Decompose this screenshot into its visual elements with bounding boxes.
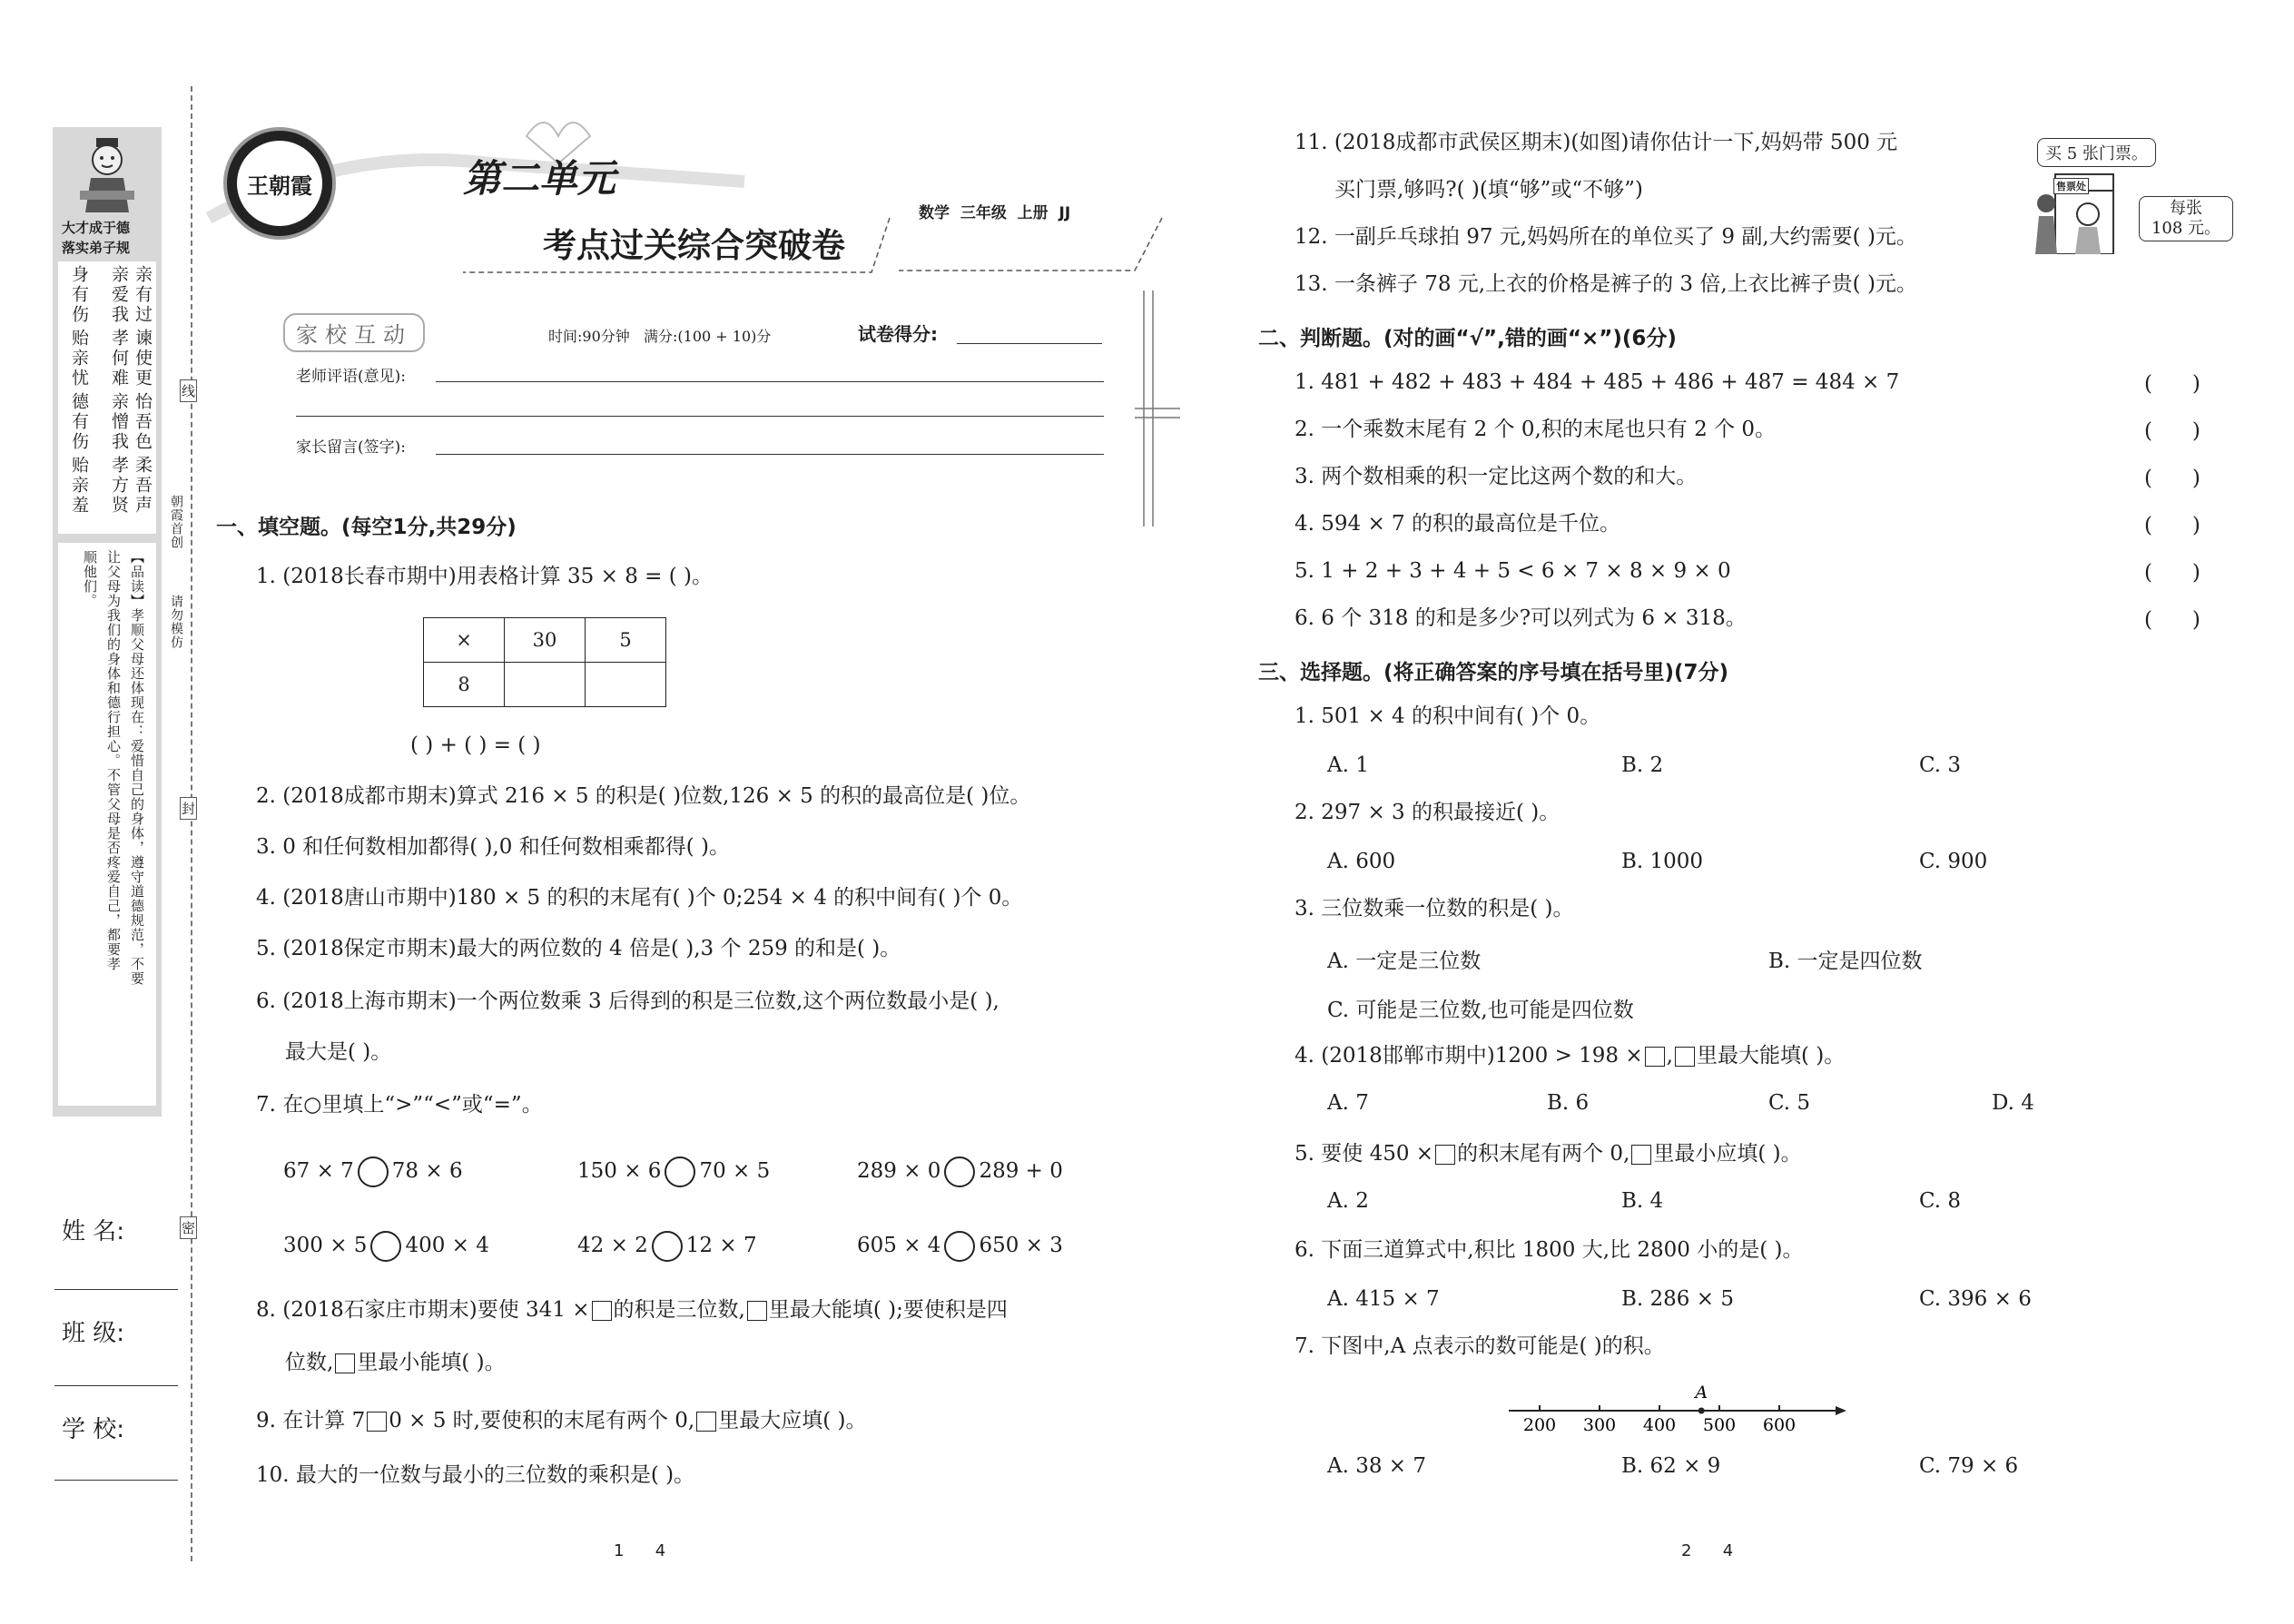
school-label: 学 校: bbox=[62, 1416, 125, 1443]
choice-7: 7. 下图中,A 点表示的数可能是( )的积。 bbox=[1295, 1334, 1665, 1358]
series-tag: 数学 三年级 上册 JJ bbox=[919, 204, 1071, 222]
compare-left: 300 × 5 bbox=[283, 1234, 368, 1257]
choice-1: 1. 501 × 4 的积中间有( )个 0。 bbox=[1295, 704, 1601, 728]
question-5: 5. (2018保定市期末)最大的两位数的 4 倍是( ),3 个 259 的和是( )。 bbox=[256, 937, 901, 960]
judge-5-answer[interactable]: ( ) bbox=[2144, 561, 2200, 585]
class-label: 班 级: bbox=[62, 1320, 125, 1347]
verse-col-5: 亲爱我 bbox=[109, 265, 129, 325]
number-line bbox=[1503, 1380, 1848, 1434]
question-1: 1. (2018长春市期中)用表格计算 35 × 8 = ( )。 bbox=[256, 565, 713, 588]
question-2: 2. (2018成都市期末)算式 216 × 5 的积是( )位数,126 × 5 的积的最高位是( )位。 bbox=[256, 784, 1031, 808]
question-3: 3. 0 和任何数相加都得( ),0 和任何数相乘都得( )。 bbox=[256, 835, 730, 859]
sidebar-panel bbox=[53, 127, 162, 1117]
q9-post: 里最大应填( )。 bbox=[718, 1409, 867, 1432]
cut-mark-xian: 线 bbox=[180, 379, 197, 402]
speech-bubble-mom: 买 5 张门票。 bbox=[2037, 138, 2156, 167]
brand-logo bbox=[223, 127, 336, 240]
class-underline[interactable] bbox=[54, 1385, 178, 1386]
motto-line1: 大才成于德 bbox=[62, 220, 131, 236]
choice-3-a[interactable]: A. 一定是三位数 bbox=[1327, 950, 1482, 973]
paper-subtitle: 考点过关综合突破卷 bbox=[543, 225, 845, 265]
speech-bubble-seller bbox=[2139, 196, 2233, 241]
seller-text-1: 每张 bbox=[2170, 199, 2202, 218]
numline-point-label: A bbox=[1695, 1383, 1708, 1403]
compare-item-1 bbox=[283, 1156, 463, 1187]
judge-5: 5. 1 + 2 + 3 + 4 + 5 < 6 × 7 × 8 × 9 × 0 bbox=[1295, 559, 1731, 583]
choice-7-b[interactable]: B. 62 × 9 bbox=[1621, 1454, 1721, 1478]
table-header-30: 30 bbox=[505, 618, 586, 663]
choice-4-d[interactable]: D. 4 bbox=[1992, 1091, 2034, 1115]
parent-comment-label: 家长留言(签字): bbox=[296, 438, 406, 457]
judge-2-answer[interactable]: ( ) bbox=[2144, 419, 2200, 443]
c5-mid: 的积末尾有两个 0, bbox=[1457, 1142, 1630, 1166]
compare-right: 289 + 0 bbox=[979, 1159, 1063, 1183]
verse-col-2: 谏使更 bbox=[133, 329, 153, 389]
choice-2: 2. 297 × 3 的积最接近( )。 bbox=[1295, 801, 1561, 824]
compare-circle[interactable] bbox=[370, 1231, 401, 1262]
question-10: 10. 最大的一位数与最小的三位数的乘积是( )。 bbox=[256, 1463, 695, 1487]
teacher-comment-field[interactable] bbox=[436, 381, 1104, 382]
section-choice: 三、选择题。(将正确答案的序号填在括号里)(7分) bbox=[1258, 661, 1729, 684]
q8a-mid: 的积是三位数, bbox=[613, 1298, 745, 1322]
cut-line bbox=[191, 86, 192, 1561]
choice-7-a[interactable]: A. 38 × 7 bbox=[1327, 1454, 1427, 1478]
compare-item-2 bbox=[577, 1156, 770, 1187]
choice-3: 3. 三位数乘一位数的积是( )。 bbox=[1295, 897, 1574, 920]
choice-4-a[interactable]: A. 7 bbox=[1327, 1091, 1369, 1115]
choice-6-b[interactable]: B. 286 × 5 bbox=[1621, 1287, 1734, 1311]
copyright-col-2: 请勿模仿 bbox=[169, 595, 183, 649]
compare-item-5 bbox=[577, 1231, 757, 1262]
question-1-sum: ( ) + ( ) = ( ) bbox=[410, 733, 541, 757]
q8b-pre: 位数, bbox=[285, 1351, 334, 1374]
choice-1-b[interactable]: B. 2 bbox=[1621, 753, 1664, 777]
c5-pre: 5. 要使 450 × bbox=[1295, 1142, 1434, 1166]
time-info: 时间:90分钟 满分:(100 + 10)分 bbox=[548, 328, 772, 345]
name-underline[interactable] bbox=[54, 1289, 178, 1290]
choice-7-c[interactable]: C. 79 × 6 bbox=[1919, 1454, 2019, 1478]
mascot-icon bbox=[78, 134, 136, 216]
numline-tick-label: 500 bbox=[1702, 1415, 1737, 1434]
compare-item-6 bbox=[857, 1231, 1063, 1262]
judge-3-answer[interactable]: ( ) bbox=[2144, 467, 2200, 490]
compare-left: 150 × 6 bbox=[577, 1159, 662, 1183]
numline-tick-label: 600 bbox=[1762, 1415, 1797, 1434]
table-row-8: 8 bbox=[424, 663, 505, 707]
section-judge: 二、判断题。(对的画“√”,错的画“×”)(6分) bbox=[1258, 327, 1677, 350]
question-12: 12. 一副乒乓球拍 97 元,妈妈所在的单位买了 9 副,大约需要( )元。 bbox=[1295, 225, 1917, 249]
compare-left: 67 × 7 bbox=[283, 1159, 354, 1183]
choice-1-c[interactable]: C. 3 bbox=[1919, 753, 1962, 777]
square-blank[interactable] bbox=[367, 1412, 387, 1432]
compare-circle[interactable] bbox=[358, 1156, 389, 1187]
score-label: 试卷得分: bbox=[858, 323, 938, 345]
motto-line2: 落实弟子规 bbox=[62, 240, 131, 256]
question-7: 7. 在○里填上“>”“<”或“=”。 bbox=[256, 1093, 543, 1117]
compare-item-3 bbox=[857, 1156, 1063, 1187]
seller-text-2: 108 元。 bbox=[2151, 219, 2221, 238]
c4-pre: 4. (2018邯郸市期中)1200 > 198 × bbox=[1295, 1044, 1643, 1068]
question-13: 13. 一条裤子 78 元,上衣的价格是裤子的 3 倍,上衣比裤子贵( )元。 bbox=[1295, 272, 1917, 296]
family-school-badge: 家校互动 bbox=[283, 313, 425, 352]
ticket-window-sign: 售票处 bbox=[2053, 178, 2089, 194]
compare-right: 12 × 7 bbox=[685, 1234, 757, 1257]
choice-4-c[interactable]: C. 5 bbox=[1768, 1091, 1811, 1115]
choice-3-c[interactable]: C. 可能是三位数,也可能是四位数 bbox=[1327, 999, 1634, 1022]
square-blank[interactable] bbox=[1631, 1145, 1651, 1165]
reading-col-2: 让父母为我们的身体和德行担心。不管父母是否疼爱自己，都要孝 bbox=[105, 550, 122, 971]
compare-right: 70 × 5 bbox=[699, 1159, 771, 1183]
question-6a: 6. (2018上海市期末)一个两位数乘 3 后得到的积是三位数,这个两位数最小是( ), bbox=[256, 989, 999, 1013]
table-cell-blank-1[interactable] bbox=[505, 663, 586, 707]
square-blank[interactable] bbox=[335, 1353, 355, 1373]
judge-1-answer[interactable]: ( ) bbox=[2144, 372, 2200, 396]
q8a-pre: 8. (2018石家庄市期末)要使 341 × bbox=[256, 1298, 590, 1322]
judge-6-answer[interactable]: ( ) bbox=[2144, 608, 2200, 632]
compare-circle[interactable] bbox=[944, 1156, 975, 1187]
choice-4 bbox=[1295, 1042, 1845, 1069]
choice-2-a[interactable]: A. 600 bbox=[1327, 850, 1396, 873]
q8a-post: 里最大能填( );要使积是四 bbox=[768, 1298, 1008, 1322]
score-field[interactable] bbox=[957, 343, 1102, 344]
verse-col-9: 身有伤 bbox=[69, 265, 89, 325]
judge-2: 2. 一个乘数末尾有 2 个 0,积的末尾也只有 2 个 0。 bbox=[1295, 418, 1776, 441]
question-11b: 买门票,够吗?( )(填“够”或“不够”) bbox=[1334, 178, 1643, 202]
section-fill-blank: 一、填空题。(每空1分,共29分) bbox=[216, 516, 517, 539]
parent-comment-field[interactable] bbox=[436, 454, 1104, 455]
compare-right: 400 × 4 bbox=[405, 1234, 489, 1257]
table-cell-blank-2[interactable] bbox=[586, 663, 666, 707]
verse-col-6: 孝何难 bbox=[109, 329, 129, 389]
page-number-left: 1 4 bbox=[614, 1541, 666, 1560]
compare-right: 78 × 6 bbox=[391, 1159, 463, 1183]
teacher-comment-field-2[interactable] bbox=[296, 416, 1104, 417]
square-blank[interactable] bbox=[747, 1301, 767, 1321]
teacher-comment-label: 老师评语(意见): bbox=[296, 368, 406, 386]
choice-4-b[interactable]: B. 6 bbox=[1547, 1091, 1590, 1115]
question-11a: 11. (2018成都市武侯区期末)(如图)请你估计一下,妈妈带 500 元 bbox=[1295, 131, 1898, 154]
compare-right: 650 × 3 bbox=[979, 1234, 1063, 1257]
choice-5-a[interactable]: A. 2 bbox=[1327, 1189, 1369, 1213]
choice-6: 6. 下面三道算式中,积比 1800 大,比 2800 小的是( )。 bbox=[1295, 1238, 1804, 1262]
square-blank[interactable] bbox=[1645, 1047, 1665, 1067]
choice-3-b[interactable]: B. 一定是四位数 bbox=[1768, 950, 1923, 973]
table-header-5: 5 bbox=[586, 618, 666, 663]
choice-5-b[interactable]: B. 4 bbox=[1621, 1189, 1664, 1213]
square-blank[interactable] bbox=[696, 1412, 716, 1432]
verse-col-7: 亲憎我 bbox=[109, 392, 129, 452]
compare-left: 42 × 2 bbox=[577, 1234, 648, 1257]
judge-4: 4. 594 × 7 的积的最高位是千位。 bbox=[1295, 512, 1620, 536]
judge-3: 3. 两个数相乘的积一定比这两个数的和大。 bbox=[1295, 465, 1698, 488]
q9-pre: 9. 在计算 7 bbox=[256, 1409, 366, 1432]
compare-circle[interactable] bbox=[944, 1231, 975, 1262]
question-8b bbox=[285, 1349, 506, 1376]
copyright-col-1: 朝霞首创 bbox=[169, 495, 183, 549]
compare-circle[interactable] bbox=[652, 1231, 683, 1262]
square-blank[interactable] bbox=[1435, 1145, 1455, 1165]
q9-mid: 0 × 5 时,要使积的末尾有两个 0, bbox=[389, 1409, 695, 1432]
verse-col-8: 孝方贤 bbox=[109, 456, 129, 516]
c4-post: 里最大能填( )。 bbox=[1696, 1044, 1846, 1068]
question-4: 4. (2018唐山市期中)180 × 5 的积的末尾有( )个 0;254 × 4 的积中间有( )个 0。 bbox=[256, 886, 1023, 910]
choice-6-a[interactable]: A. 415 × 7 bbox=[1327, 1287, 1440, 1311]
table-header-times: × bbox=[424, 618, 505, 663]
numline-tick-label: 400 bbox=[1642, 1415, 1677, 1434]
choice-5 bbox=[1295, 1140, 1802, 1167]
verse-col-4: 柔吾声 bbox=[133, 456, 153, 516]
judge-1: 1. 481 + 482 + 483 + 484 + 485 + 486 + 487 = 484 × 7 bbox=[1295, 370, 1900, 394]
cut-mark-mi: 密 bbox=[180, 1216, 197, 1239]
choice-6-c[interactable]: C. 396 × 6 bbox=[1919, 1287, 2032, 1311]
choice-2-c[interactable]: C. 900 bbox=[1919, 850, 1988, 873]
judge-4-answer[interactable]: ( ) bbox=[2144, 514, 2200, 537]
compare-item-4 bbox=[283, 1231, 489, 1262]
verse-col-12: 贻亲羞 bbox=[69, 456, 89, 516]
compare-left: 289 × 0 bbox=[857, 1159, 941, 1183]
cut-mark-feng: 封 bbox=[180, 797, 197, 820]
name-label: 姓 名: bbox=[62, 1218, 125, 1245]
calc-table bbox=[423, 617, 666, 707]
unit-title: 第二单元 bbox=[463, 156, 616, 201]
c4-mid: , bbox=[1666, 1044, 1673, 1068]
verse-col-1: 亲有过 bbox=[133, 265, 153, 325]
choice-2-b[interactable]: B. 1000 bbox=[1621, 850, 1704, 873]
c5-post: 里最小应填( )。 bbox=[1653, 1142, 1802, 1166]
square-blank[interactable] bbox=[592, 1301, 612, 1321]
verse-col-3: 怡吾色 bbox=[133, 392, 153, 452]
verse-col-10: 贻亲忧 bbox=[69, 329, 89, 389]
brand-name: 王朝霞 bbox=[247, 172, 312, 199]
choice-1-a[interactable]: A. 1 bbox=[1327, 753, 1369, 777]
numline-tick-label: 200 bbox=[1522, 1415, 1557, 1434]
question-6b: 最大是( )。 bbox=[285, 1040, 392, 1064]
choice-5-c[interactable]: C. 8 bbox=[1919, 1189, 1962, 1213]
question-9 bbox=[256, 1407, 867, 1434]
school-underline[interactable] bbox=[54, 1480, 178, 1481]
page-number-right: 2 4 bbox=[1681, 1541, 1734, 1560]
numline-tick-label: 300 bbox=[1582, 1415, 1617, 1434]
verse-col-11: 德有伤 bbox=[69, 392, 89, 452]
square-blank[interactable] bbox=[1675, 1047, 1695, 1067]
q8b-post: 里最小能填( )。 bbox=[357, 1351, 506, 1374]
numline-point bbox=[1698, 1408, 1705, 1414]
compare-circle[interactable] bbox=[665, 1156, 695, 1187]
reading-col-3: 顺他们。 bbox=[82, 550, 98, 608]
judge-6: 6. 6 个 318 的和是多少?可以列式为 6 × 318。 bbox=[1295, 606, 1747, 630]
question-8a bbox=[256, 1296, 1008, 1324]
compare-left: 605 × 4 bbox=[857, 1234, 941, 1257]
reading-col-1: 【品读】孝顺父母还体现在：爱惜自己的身体，遵守道德规范，不要 bbox=[129, 550, 145, 986]
